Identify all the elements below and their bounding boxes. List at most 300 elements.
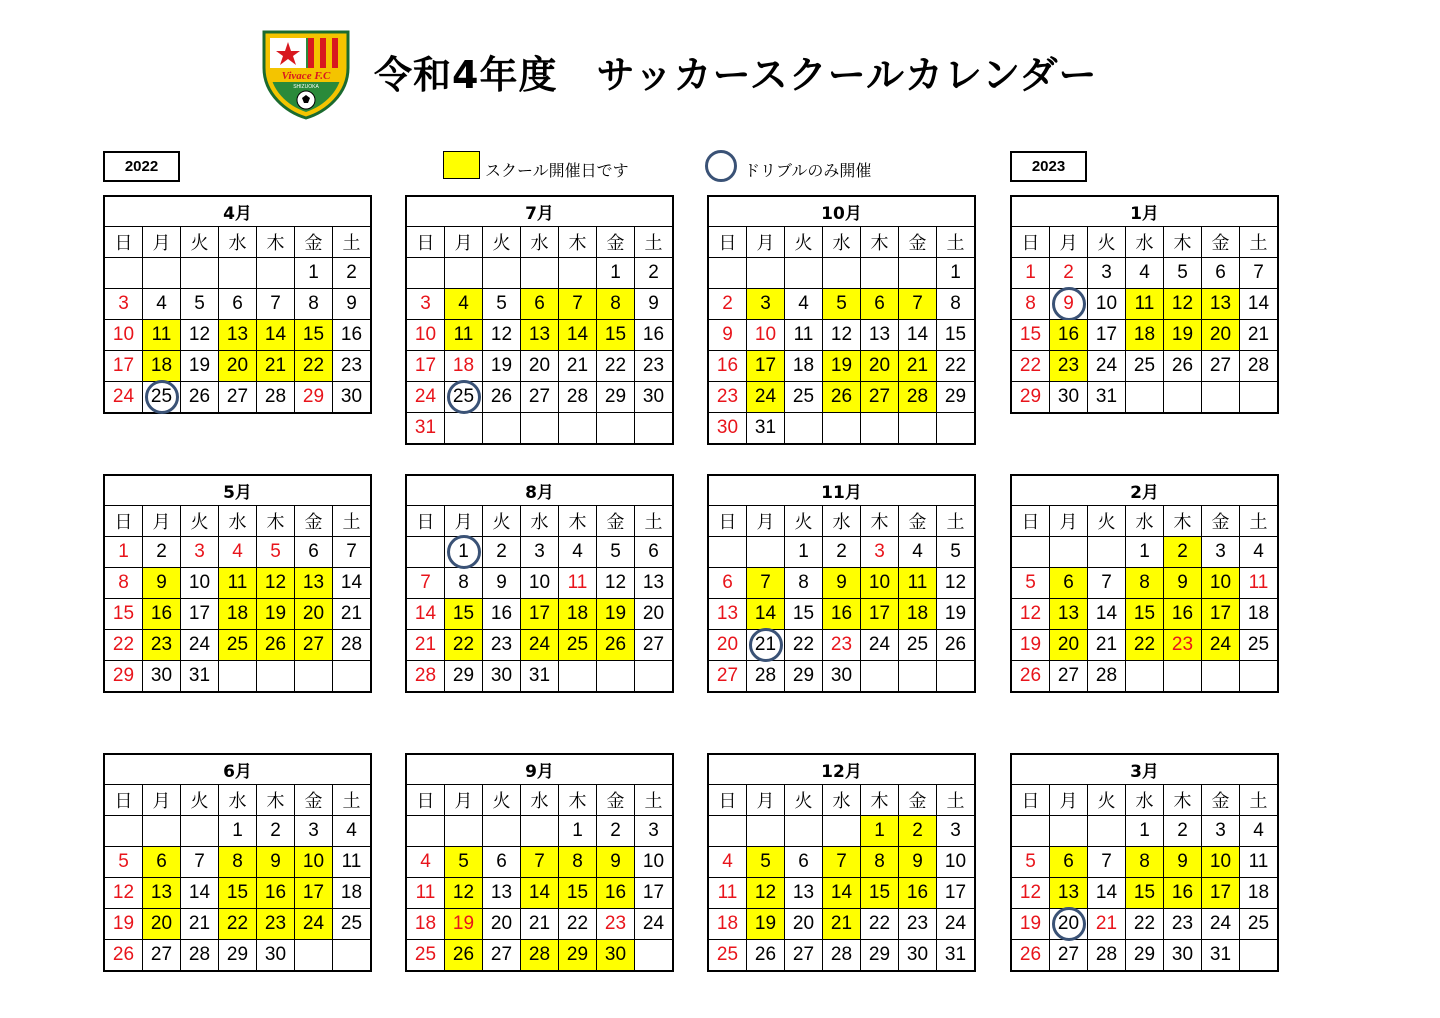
weekday-header: 土	[635, 506, 674, 537]
empty-day-cell	[445, 816, 483, 847]
day-cell: 13	[143, 878, 181, 909]
legend-dribble-only-label: ドリブルのみ開催	[744, 161, 872, 180]
day-cell: 1	[861, 816, 899, 847]
weekday-header: 木	[1164, 785, 1202, 816]
empty-day-cell	[257, 258, 295, 289]
day-cell: 24	[747, 382, 785, 413]
day-cell: 31	[937, 940, 976, 972]
weekday-header: 金	[1202, 227, 1240, 258]
day-cell: 29	[104, 661, 143, 693]
day-cell: 10	[937, 847, 976, 878]
day-cell: 28	[1240, 351, 1279, 382]
empty-day-cell	[1011, 816, 1050, 847]
day-cell: 22	[295, 351, 333, 382]
day-cell: 12	[597, 568, 635, 599]
weekday-header: 火	[785, 227, 823, 258]
empty-day-cell	[143, 816, 181, 847]
empty-day-cell	[219, 661, 257, 693]
month-calendar	[405, 753, 674, 972]
empty-day-cell	[1164, 382, 1202, 414]
day-cell: 30	[899, 940, 937, 972]
weekday-header: 日	[406, 785, 445, 816]
day-cell: 28	[333, 630, 372, 661]
day-cell: 11	[899, 568, 937, 599]
day-cell: 11	[406, 878, 445, 909]
day-cell: 23	[333, 351, 372, 382]
empty-day-cell	[1126, 661, 1164, 693]
day-cell: 11	[559, 568, 597, 599]
month-header: 12月	[708, 754, 975, 785]
empty-day-cell	[104, 258, 143, 289]
day-cell: 19	[597, 599, 635, 630]
day-cell: 5	[104, 847, 143, 878]
day-cell: 4	[785, 289, 823, 320]
day-cell: 13	[295, 568, 333, 599]
day-cell: 13	[1202, 289, 1240, 320]
day-cell: 19	[104, 909, 143, 940]
month-calendar	[405, 474, 674, 693]
day-cell: 21	[406, 630, 445, 661]
day-cell: 29	[1011, 382, 1050, 414]
day-cell: 8	[1126, 847, 1164, 878]
weekday-header: 土	[333, 227, 372, 258]
weekday-header: 水	[521, 227, 559, 258]
day-cell: 20	[521, 351, 559, 382]
day-cell: 9	[708, 320, 747, 351]
day-cell: 20	[861, 351, 899, 382]
empty-day-cell	[483, 816, 521, 847]
day-cell: 12	[1011, 599, 1050, 630]
empty-day-cell	[559, 661, 597, 693]
day-cell: 8	[219, 847, 257, 878]
day-cell: 15	[785, 599, 823, 630]
weekday-header: 月	[1050, 227, 1088, 258]
empty-day-cell	[747, 537, 785, 568]
day-cell: 6	[219, 289, 257, 320]
day-cell: 14	[1088, 878, 1126, 909]
day-cell: 19	[1011, 909, 1050, 940]
day-cell: 26	[1164, 351, 1202, 382]
day-cell: 8	[1011, 289, 1050, 320]
day-cell: 26	[1011, 940, 1050, 972]
day-cell: 24	[1202, 630, 1240, 661]
weekday-header: 水	[823, 785, 861, 816]
month-header: 5月	[104, 475, 371, 506]
day-cell: 28	[521, 940, 559, 972]
empty-day-cell	[597, 413, 635, 445]
day-cell: 26	[747, 940, 785, 972]
day-cell: 3	[406, 289, 445, 320]
weekday-header: 水	[521, 506, 559, 537]
weekday-header: 土	[937, 785, 976, 816]
empty-day-cell	[333, 661, 372, 693]
day-cell: 21	[1240, 320, 1279, 351]
day-cell: 24	[104, 382, 143, 414]
day-cell: 27	[1050, 940, 1088, 972]
day-cell: 29	[785, 661, 823, 693]
day-cell: 24	[635, 909, 674, 940]
year-label-2023: 2023	[1010, 151, 1087, 182]
day-cell: 21	[1088, 909, 1126, 940]
day-cell: 10	[635, 847, 674, 878]
weekday-header: 火	[483, 785, 521, 816]
day-cell: 22	[937, 351, 976, 382]
empty-day-cell	[181, 258, 219, 289]
day-cell: 6	[483, 847, 521, 878]
day-cell: 2	[1164, 537, 1202, 568]
day-cell: 11	[143, 320, 181, 351]
day-cell: 9	[143, 568, 181, 599]
day-cell: 28	[747, 661, 785, 693]
weekday-header: 日	[104, 506, 143, 537]
year-label-2022: 2022	[103, 151, 180, 182]
day-cell: 13	[785, 878, 823, 909]
day-cell: 25	[899, 630, 937, 661]
month-header: 7月	[406, 196, 673, 227]
day-cell: 10	[1202, 847, 1240, 878]
day-cell: 11	[708, 878, 747, 909]
day-cell: 21	[747, 630, 785, 661]
day-cell: 11	[785, 320, 823, 351]
day-cell: 18	[785, 351, 823, 382]
weekday-header: 日	[104, 785, 143, 816]
day-cell: 17	[295, 878, 333, 909]
day-cell: 5	[181, 289, 219, 320]
day-cell: 5	[445, 847, 483, 878]
day-cell: 30	[1050, 382, 1088, 414]
day-cell: 3	[104, 289, 143, 320]
empty-day-cell	[483, 413, 521, 445]
day-cell: 18	[143, 351, 181, 382]
day-cell: 28	[181, 940, 219, 972]
day-cell: 24	[521, 630, 559, 661]
weekday-header: 月	[445, 227, 483, 258]
day-cell: 31	[1202, 940, 1240, 972]
day-cell: 22	[861, 909, 899, 940]
day-cell: 23	[143, 630, 181, 661]
weekday-header: 木	[1164, 227, 1202, 258]
day-cell: 16	[483, 599, 521, 630]
day-cell: 27	[483, 940, 521, 972]
day-cell: 15	[597, 320, 635, 351]
day-cell: 17	[861, 599, 899, 630]
empty-day-cell	[861, 413, 899, 445]
day-cell: 9	[635, 289, 674, 320]
day-cell: 31	[1088, 382, 1126, 414]
legend-school-day-label: スクール開催日です	[485, 161, 629, 180]
day-cell: 20	[1050, 909, 1088, 940]
day-cell: 16	[597, 878, 635, 909]
day-cell: 11	[219, 568, 257, 599]
weekday-header: 金	[295, 227, 333, 258]
day-cell: 20	[708, 630, 747, 661]
day-cell: 8	[104, 568, 143, 599]
day-cell: 19	[823, 351, 861, 382]
month-calendar	[707, 474, 976, 693]
weekday-header: 金	[597, 785, 635, 816]
day-cell: 30	[635, 382, 674, 413]
day-cell: 3	[181, 537, 219, 568]
day-cell: 27	[708, 661, 747, 693]
day-cell: 22	[445, 630, 483, 661]
empty-day-cell	[1050, 537, 1088, 568]
day-cell: 3	[1202, 537, 1240, 568]
day-cell: 16	[823, 599, 861, 630]
day-cell: 8	[1126, 568, 1164, 599]
day-cell: 23	[483, 630, 521, 661]
day-cell: 2	[823, 537, 861, 568]
month-header: 3月	[1011, 754, 1278, 785]
day-cell: 27	[521, 382, 559, 413]
day-cell: 18	[708, 909, 747, 940]
day-cell: 23	[823, 630, 861, 661]
month-calendar	[707, 753, 976, 972]
weekday-header: 木	[559, 785, 597, 816]
day-cell: 17	[181, 599, 219, 630]
empty-day-cell	[143, 258, 181, 289]
day-cell: 7	[823, 847, 861, 878]
day-cell: 30	[597, 940, 635, 972]
day-cell: 29	[1126, 940, 1164, 972]
day-cell: 31	[521, 661, 559, 693]
weekday-header: 金	[1202, 785, 1240, 816]
empty-day-cell	[295, 661, 333, 693]
weekday-header: 火	[181, 506, 219, 537]
day-cell: 13	[483, 878, 521, 909]
day-cell: 14	[899, 320, 937, 351]
day-cell: 16	[143, 599, 181, 630]
day-cell: 23	[708, 382, 747, 413]
weekday-header: 月	[445, 506, 483, 537]
day-cell: 16	[899, 878, 937, 909]
month-header: 8月	[406, 475, 673, 506]
day-cell: 29	[445, 661, 483, 693]
day-cell: 16	[708, 351, 747, 382]
day-cell: 29	[295, 382, 333, 414]
weekday-header: 日	[1011, 506, 1050, 537]
day-cell: 11	[445, 320, 483, 351]
weekday-header: 木	[559, 506, 597, 537]
day-cell: 1	[785, 537, 823, 568]
empty-day-cell	[1011, 537, 1050, 568]
day-cell: 7	[333, 537, 372, 568]
day-cell: 12	[823, 320, 861, 351]
day-cell: 3	[747, 289, 785, 320]
weekday-header: 水	[219, 506, 257, 537]
month-calendar	[405, 195, 674, 445]
day-cell: 18	[559, 599, 597, 630]
day-cell: 12	[445, 878, 483, 909]
day-cell: 5	[483, 289, 521, 320]
day-cell: 5	[597, 537, 635, 568]
day-cell: 19	[747, 909, 785, 940]
day-cell: 15	[104, 599, 143, 630]
day-cell: 11	[333, 847, 372, 878]
day-cell: 12	[257, 568, 295, 599]
day-cell: 28	[559, 382, 597, 413]
weekday-header: 水	[219, 227, 257, 258]
weekday-header: 水	[1126, 506, 1164, 537]
day-cell: 18	[406, 909, 445, 940]
day-cell: 12	[937, 568, 976, 599]
day-cell: 18	[1240, 599, 1279, 630]
day-cell: 20	[219, 351, 257, 382]
day-cell: 7	[559, 289, 597, 320]
day-cell: 1	[1126, 537, 1164, 568]
weekday-header: 土	[1240, 785, 1279, 816]
day-cell: 7	[181, 847, 219, 878]
weekday-header: 月	[143, 785, 181, 816]
day-cell: 31	[747, 413, 785, 445]
day-cell: 1	[559, 816, 597, 847]
month-calendar	[1010, 195, 1279, 414]
day-cell: 3	[937, 816, 976, 847]
empty-day-cell	[1202, 382, 1240, 414]
day-cell: 7	[1088, 568, 1126, 599]
day-cell: 24	[181, 630, 219, 661]
empty-day-cell	[521, 258, 559, 289]
day-cell: 23	[899, 909, 937, 940]
day-cell: 21	[1088, 630, 1126, 661]
day-cell: 26	[597, 630, 635, 661]
empty-day-cell	[899, 661, 937, 693]
day-cell: 9	[1164, 568, 1202, 599]
weekday-header: 土	[1240, 227, 1279, 258]
empty-day-cell	[1240, 940, 1279, 972]
day-cell: 16	[333, 320, 372, 351]
weekday-header: 日	[708, 227, 747, 258]
day-cell: 22	[785, 630, 823, 661]
day-cell: 26	[445, 940, 483, 972]
day-cell: 4	[559, 537, 597, 568]
day-cell: 13	[521, 320, 559, 351]
day-cell: 30	[333, 382, 372, 414]
day-cell: 10	[521, 568, 559, 599]
day-cell: 6	[143, 847, 181, 878]
day-cell: 20	[143, 909, 181, 940]
day-cell: 8	[785, 568, 823, 599]
day-cell: 10	[1202, 568, 1240, 599]
empty-day-cell	[406, 258, 445, 289]
day-cell: 4	[406, 847, 445, 878]
empty-day-cell	[635, 940, 674, 972]
day-cell: 22	[219, 909, 257, 940]
weekday-header: 水	[521, 785, 559, 816]
empty-day-cell	[785, 816, 823, 847]
day-cell: 21	[521, 909, 559, 940]
day-cell: 7	[899, 289, 937, 320]
day-cell: 2	[483, 537, 521, 568]
day-cell: 27	[295, 630, 333, 661]
day-cell: 21	[181, 909, 219, 940]
day-cell: 15	[559, 878, 597, 909]
legend-dribble-circle-icon	[705, 150, 737, 182]
month-calendar	[707, 195, 976, 445]
day-cell: 30	[483, 661, 521, 693]
day-cell: 1	[219, 816, 257, 847]
day-cell: 2	[708, 289, 747, 320]
weekday-header: 日	[1011, 227, 1050, 258]
empty-day-cell	[747, 258, 785, 289]
day-cell: 14	[257, 320, 295, 351]
day-cell: 1	[1011, 258, 1050, 289]
day-cell: 16	[257, 878, 295, 909]
empty-day-cell	[708, 258, 747, 289]
day-cell: 17	[521, 599, 559, 630]
day-cell: 10	[861, 568, 899, 599]
weekday-header: 火	[483, 506, 521, 537]
day-cell: 3	[1202, 816, 1240, 847]
day-cell: 7	[257, 289, 295, 320]
day-cell: 12	[1011, 878, 1050, 909]
weekday-header: 火	[181, 785, 219, 816]
day-cell: 6	[785, 847, 823, 878]
day-cell: 21	[257, 351, 295, 382]
day-cell: 7	[1240, 258, 1279, 289]
month-header: 11月	[708, 475, 975, 506]
day-cell: 22	[559, 909, 597, 940]
day-cell: 2	[1164, 816, 1202, 847]
weekday-header: 木	[559, 227, 597, 258]
weekday-header: 金	[899, 506, 937, 537]
day-cell: 11	[1240, 847, 1279, 878]
day-cell: 14	[559, 320, 597, 351]
day-cell: 4	[1240, 816, 1279, 847]
day-cell: 29	[861, 940, 899, 972]
day-cell: 29	[559, 940, 597, 972]
day-cell: 16	[1050, 320, 1088, 351]
empty-day-cell	[521, 413, 559, 445]
weekday-header: 火	[1088, 506, 1126, 537]
day-cell: 20	[1202, 320, 1240, 351]
day-cell: 2	[333, 258, 372, 289]
month-header: 9月	[406, 754, 673, 785]
empty-day-cell	[861, 661, 899, 693]
day-cell: 2	[635, 258, 674, 289]
weekday-header: 月	[143, 506, 181, 537]
day-cell: 9	[899, 847, 937, 878]
day-cell: 24	[861, 630, 899, 661]
empty-day-cell	[861, 258, 899, 289]
day-cell: 22	[104, 630, 143, 661]
day-cell: 26	[1011, 661, 1050, 693]
empty-day-cell	[1202, 661, 1240, 693]
day-cell: 8	[937, 289, 976, 320]
day-cell: 14	[521, 878, 559, 909]
day-cell: 20	[295, 599, 333, 630]
day-cell: 6	[861, 289, 899, 320]
empty-day-cell	[1050, 816, 1088, 847]
day-cell: 21	[559, 351, 597, 382]
day-cell: 30	[257, 940, 295, 972]
day-cell: 9	[1164, 847, 1202, 878]
day-cell: 15	[445, 599, 483, 630]
weekday-header: 月	[747, 227, 785, 258]
day-cell: 2	[1050, 258, 1088, 289]
weekday-header: 月	[143, 227, 181, 258]
empty-day-cell	[406, 816, 445, 847]
day-cell: 29	[937, 382, 976, 413]
day-cell: 23	[597, 909, 635, 940]
day-cell: 2	[899, 816, 937, 847]
day-cell: 6	[521, 289, 559, 320]
day-cell: 15	[1126, 878, 1164, 909]
day-cell: 18	[333, 878, 372, 909]
day-cell: 24	[1088, 351, 1126, 382]
weekday-header: 水	[823, 227, 861, 258]
weekday-header: 月	[747, 506, 785, 537]
month-calendar	[1010, 474, 1279, 693]
